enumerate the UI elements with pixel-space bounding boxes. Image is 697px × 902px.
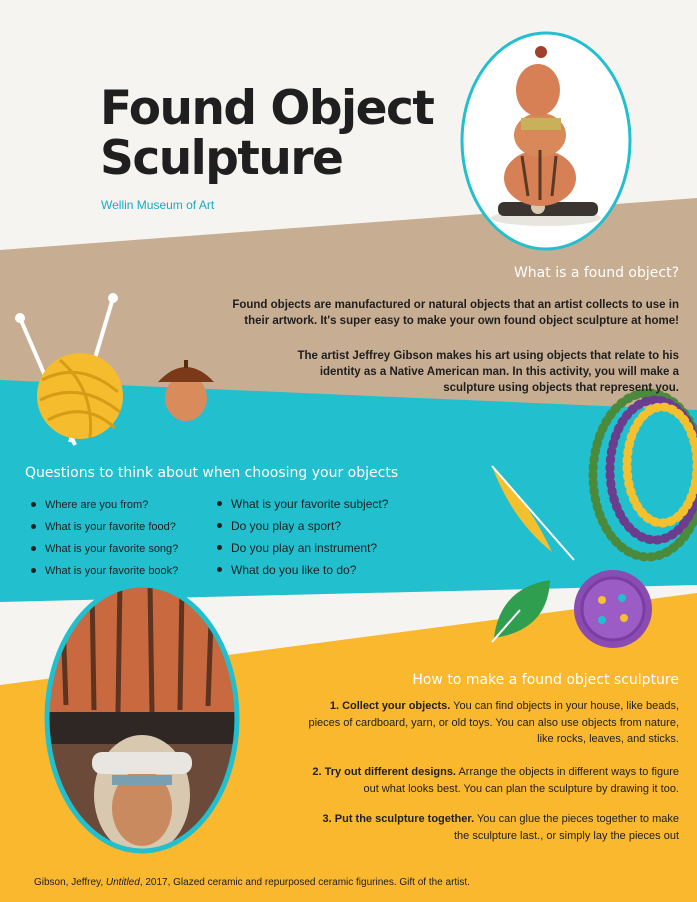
list-item: What is your favorite song? — [31, 541, 178, 563]
step-3 — [259, 811, 679, 844]
button-icon — [574, 570, 652, 648]
page-title — [100, 81, 434, 186]
what-is-paragraph-2 — [199, 348, 679, 396]
step-1 — [259, 698, 679, 748]
step-3-text: You can glue the pieces together to make — [476, 813, 679, 825]
step-2-text: out what looks best. You can plan the sculpture by drawing it too. — [363, 782, 679, 795]
list-item: Where are you from? — [31, 497, 178, 519]
title-line-2: Sculpture — [100, 131, 343, 186]
caption-text: Gibson, Jeffrey, — [34, 877, 106, 888]
para1-line: Found objects are manufactured or natural objects that an artist collects to use in — [232, 299, 679, 311]
how-to-heading: How to make a found object sculpture — [412, 672, 679, 688]
para2-line: sculpture using objects that represent you. — [443, 382, 679, 394]
step-1-text: pieces of cardboard, yarn, or old toys. You can also use objects from nature, — [308, 716, 679, 729]
step-1-text: like rocks, leaves, and sticks. — [537, 733, 679, 745]
step-1-text: You can find objects in your house, like beads, — [453, 700, 679, 712]
caption-text: , 2017, Glazed ceramic and repurposed ceramic figurines. Gift of the artist. — [139, 877, 470, 888]
title-line-1: Found Object — [100, 81, 434, 136]
list-item: What is your favorite subject? — [217, 496, 388, 518]
step-2-text: Arrange the objects in different ways to figure — [458, 766, 679, 778]
caption-title: Untitled — [105, 877, 140, 888]
yarn-ball-icon — [15, 293, 123, 445]
what-is-heading: What is a found object? — [513, 265, 679, 281]
para2-line: The artist Jeffrey Gibson makes his art using objects that relate to his — [297, 350, 679, 362]
para1-line: their artwork. It's super easy to make your own found object sculpture at home! — [244, 315, 679, 327]
museum-name: Wellin Museum of Art — [101, 198, 215, 212]
step-3-text: the sculpture last., or simply lay the pieces out — [454, 829, 679, 842]
list-item: Do you play an instrument? — [217, 540, 388, 562]
step-3-lead: 3. Put the sculpture together. — [322, 813, 475, 825]
list-item: What is your favorite book? — [31, 563, 178, 585]
list-item: Do you play a sport? — [217, 518, 388, 540]
artwork-caption — [34, 877, 470, 888]
list-item: What is your favorite food? — [31, 519, 178, 541]
questions-heading: Questions to think about when choosing your objects — [25, 465, 399, 481]
questions-list-right — [217, 496, 388, 584]
step-2-lead: 2. Try out different designs. — [312, 766, 456, 778]
what-is-paragraph-1 — [199, 297, 679, 329]
green-leaf-icon — [492, 580, 550, 642]
list-item: What do you like to do? — [217, 562, 388, 584]
questions-list-left — [31, 497, 178, 585]
para2-line: identity as a Native American man. In this activity, you will make a — [319, 366, 679, 378]
step-2 — [259, 764, 679, 797]
step-1-lead: 1. Collect your objects. — [329, 700, 451, 712]
yellow-feather-icon — [492, 466, 574, 560]
bead-necklace-icon — [593, 393, 697, 557]
